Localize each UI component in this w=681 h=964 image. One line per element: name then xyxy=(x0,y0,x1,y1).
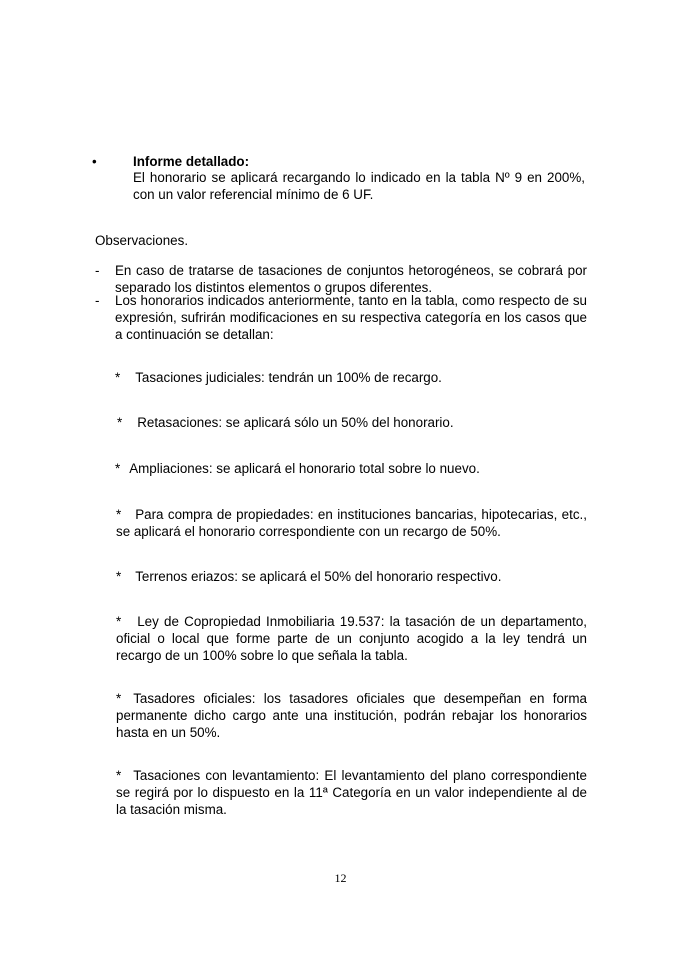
case-item xyxy=(115,460,587,477)
page-number: 12 xyxy=(334,871,347,885)
case-item xyxy=(116,767,587,818)
case-text: Retasaciones: se aplicará sólo un 50% del honorario. xyxy=(137,415,454,430)
asterisk-marker: * xyxy=(116,569,122,584)
case-text: Ley de Copropiedad Inmobiliaria 19.537: la tasación de un departamento, oficial o local que forme parte de un conjunto acogido a la ley tendrá un recargo de un 100% sobre lo que señala la tabla. xyxy=(116,614,587,663)
case-text: Tasaciones judiciales: tendrán un 100% de recargo. xyxy=(135,370,442,385)
observaciones-heading: Observaciones. xyxy=(95,233,189,248)
case-text: Ampliaciones: se aplicará el honorario total sobre lo nuevo. xyxy=(129,461,480,476)
case-text: Terrenos eriazos: se aplicará el 50% del honorario respectivo. xyxy=(135,569,502,584)
case-text: Tasadores oficiales: los tasadores oficiales que desempeñan en forma permanente dicho cargo ante una institución, podrán rebajar los honorarios hasta en un 50%. xyxy=(116,691,587,740)
dash-marker: - xyxy=(95,263,100,278)
observacion-item: En caso de tratarse de tasaciones de conjuntos hetorogéneos, se cobrará por separado los distintos elementos o grupos diferentes. xyxy=(115,263,587,295)
case-item xyxy=(116,506,587,540)
asterisk-marker: * xyxy=(116,691,122,706)
asterisk-marker: * xyxy=(116,768,122,783)
informe-title: Informe detallado: xyxy=(133,154,250,169)
case-item xyxy=(115,369,587,386)
case-text: Para compra de propiedades: en instituciones bancarias, hipotecarias, etc., se aplicará el honorario correspondiente con un recargo de 50%. xyxy=(116,507,587,539)
asterisk-marker: * xyxy=(117,415,123,430)
case-item xyxy=(117,414,587,431)
case-item xyxy=(116,690,587,741)
informe-text: El honorario se aplicará recargando lo indicado en la tabla Nº 9 en 200%, con un valor referencial mínimo de 6 UF. xyxy=(133,170,585,202)
case-text: Tasaciones con levantamiento: El levantamiento del plano correspondiente se regirá por lo dispuesto en la 11ª Categoría en un valor independiente al de la tasación misma. xyxy=(116,768,587,817)
observacion-item: Los honorarios indicados anteriormente, tanto en la tabla, como respecto de su expresión, sufrirán modificaciones en su respectiva categoría en los casos que a continuación se detallan: xyxy=(115,293,587,342)
bullet-marker: • xyxy=(92,154,97,169)
case-item xyxy=(116,613,587,664)
case-item xyxy=(116,568,587,585)
asterisk-marker: * xyxy=(116,614,122,629)
asterisk-marker: * xyxy=(115,370,121,385)
dash-marker: - xyxy=(95,293,100,308)
asterisk-marker: * xyxy=(115,461,121,476)
asterisk-marker: * xyxy=(116,507,122,522)
